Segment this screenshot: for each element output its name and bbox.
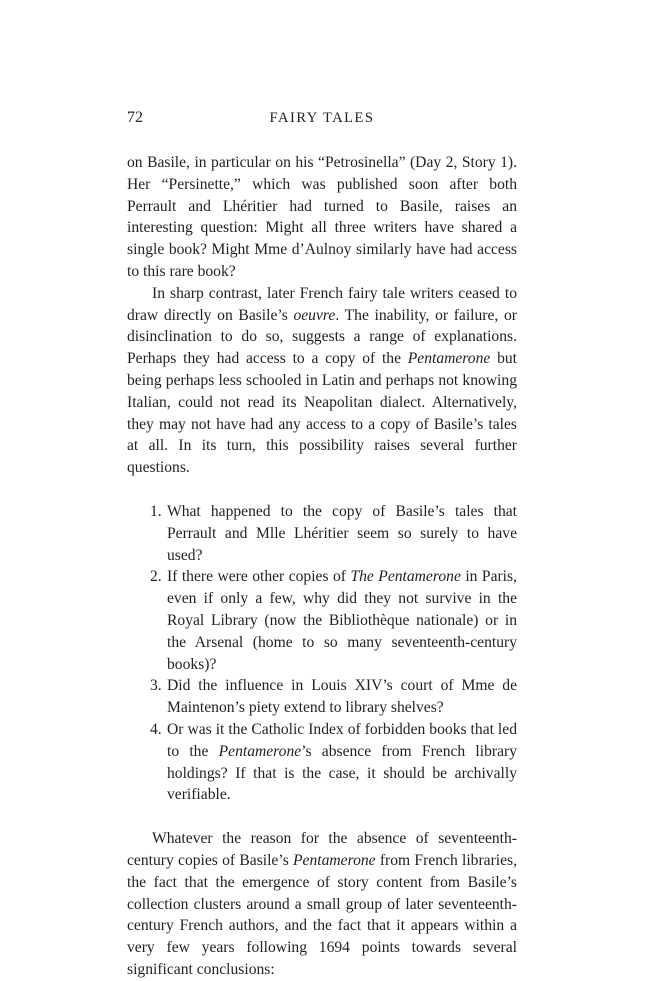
list-text: If there were other copies of (167, 568, 351, 586)
paragraph-continuation: on Basile, in particular on his “Petrosinella” (Day 2, Story 1). Her “Persinette,” which was published soon after both Perrault and Lhéritier had turned to Basile, raises an interesting question: Might all three writers have shared a single book? Might Mme d’Aulnoy similarly have had access to this rare book? (127, 154, 517, 280)
list-item (150, 501, 517, 566)
list-item (150, 675, 517, 719)
italic-title: Pentamerone (293, 851, 376, 869)
text-run: In sharp contrast, later French fairy tale writers ceased to draw directly on Basile’s (127, 284, 517, 324)
running-head (127, 108, 517, 130)
list-item (150, 719, 517, 806)
body-text (127, 152, 517, 981)
text-run: from French libraries, the fact that the emergence of story content from Basile’s collection clusters around a small group of later seventeenth-century French authors, and the fact that it appears within a very few years following 1694 points towards several significant conclusions: (127, 851, 517, 978)
running-title: FAIRY TALES (269, 110, 375, 126)
list-item (150, 566, 517, 675)
italic-title: Pentamerone (218, 742, 302, 760)
list-text: Or was it the Catholic Index of forbidden books that led to the (167, 720, 517, 760)
list-text: Did the influence in Louis XIV’s court of Mme de Maintenon’s piety extend to library shelves? (167, 677, 517, 717)
book-page (127, 108, 517, 981)
italic-term: oeuvre (293, 306, 336, 324)
list-number: 1. (150, 502, 162, 520)
questions-list (127, 501, 517, 806)
paragraph-contrast (127, 283, 517, 479)
italic-title: Pentamerone (407, 350, 491, 368)
text-run: . The inability, or failure, or disinclination to do so, suggests a range of explanations. Perhaps they had access to a copy of the (127, 306, 517, 368)
list-number: 2. (150, 568, 162, 586)
text-run: but being perhaps less schooled in Latin and perhaps not knowing Italian, could not read its Neapolitan dialect. Alternatively, they may not have had any access to a copy of Basile’s tales at all. In its turn, this possibility raises several further questions. (127, 350, 517, 477)
list-text: What happened to the copy of Basile’s tales that Perrault and Mlle Lhéritier seem so surely to have used? (167, 502, 517, 564)
text-run: Whatever the reason for the absence of seventeenth-century copies of Basile’s (127, 830, 517, 869)
list-number: 3. (150, 677, 162, 695)
list-number: 4. (150, 720, 162, 738)
page-number: 72 (127, 109, 143, 126)
list-text: ’s absence from French library holdings? If that is the case, it should be archivally verifiable. (167, 742, 517, 804)
italic-title: The Pentamerone (350, 568, 461, 586)
paragraph-conclusion (127, 828, 517, 981)
list-text: in Paris, even if only a few, why did they not survive in the Royal Library (now the Bibliothèque nationale) or in the Arsenal (home to so many seventeenth-century books)? (167, 568, 517, 673)
